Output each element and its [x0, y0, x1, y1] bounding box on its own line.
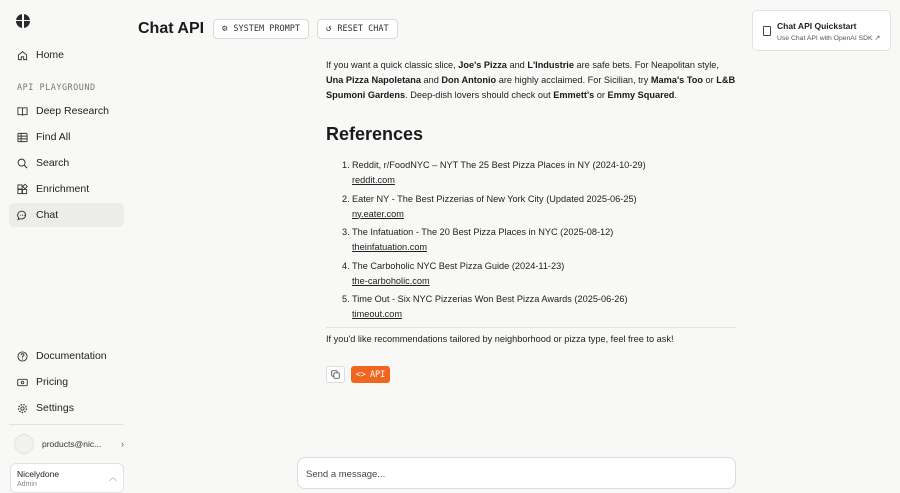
sidebar-item-label: Home — [36, 49, 65, 61]
logo-icon[interactable] — [16, 14, 30, 28]
quickstart-card[interactable] — [752, 10, 891, 51]
reference-item — [342, 225, 742, 259]
message-paragraph — [326, 58, 738, 102]
code-icon: <> — [355, 369, 366, 380]
text: and — [506, 60, 528, 70]
sidebar — [0, 0, 132, 488]
reference-title: Reddit, r/FoodNYC – NYT The 25 Best Pizza Places in NY (2024-10-29) — [352, 160, 646, 170]
message-input[interactable] — [306, 469, 727, 480]
reference-number: 5. — [342, 294, 350, 304]
assistant-message — [326, 58, 738, 102]
quickstart-title: Chat API Quickstart — [777, 21, 857, 31]
org-name: Nicelydone — [17, 469, 60, 479]
section-label: API PLAYGROUND — [17, 83, 96, 93]
message-divider — [326, 327, 736, 328]
sidebar-item-label: Deep Research — [36, 105, 109, 117]
reference-link[interactable]: timeout.com — [352, 309, 403, 319]
text: . Deep-dish lovers should check out — [405, 90, 554, 100]
text: and — [420, 75, 442, 85]
reference-number: 4. — [342, 260, 350, 271]
text: . — [674, 90, 677, 100]
user-menu[interactable] — [14, 433, 124, 455]
sidebar-item-settings[interactable] — [9, 396, 124, 420]
reset-icon: ↺ — [326, 24, 332, 34]
card-icon — [17, 377, 28, 388]
references-list — [342, 158, 742, 326]
reset-chat-button[interactable] — [317, 19, 398, 39]
sidebar-item-pricing[interactable] — [9, 370, 124, 394]
text: are safe bets. For Neapolitan style, — [573, 60, 719, 70]
sidebar-item-label: Find All — [36, 131, 71, 143]
sidebar-divider — [9, 424, 124, 425]
pizza-name: Una Pizza Napoletana — [326, 75, 421, 85]
copy-icon — [331, 366, 340, 384]
gear-icon: ⚙ — [222, 24, 228, 34]
reference-title: The Infatuation - The 20 Best Pizza Places in NYC (2025-08-12) — [352, 227, 614, 237]
reference-number: 1. — [342, 160, 350, 170]
reference-title: Time Out - Six NYC Pizzerias Won Best Pizza Awards (2025-06-26) — [352, 294, 628, 304]
search-icon — [17, 158, 28, 169]
text: If you want a quick classic slice, — [326, 60, 459, 70]
sidebar-item-search[interactable] — [9, 151, 124, 175]
closing-text: If you'd like recommendations tailored by neighborhood or pizza type, feel free to ask! — [326, 334, 674, 344]
home-icon — [17, 50, 28, 61]
reference-link[interactable]: theinfatuation.com — [352, 242, 428, 252]
sidebar-item-chat[interactable] — [9, 203, 124, 227]
sidebar-item-label: Documentation — [36, 350, 107, 362]
document-icon — [763, 26, 771, 36]
user-email: products@nic... — [42, 439, 102, 449]
book-icon — [17, 106, 28, 117]
external-link-icon: ↗ — [874, 35, 881, 42]
table-icon — [17, 132, 28, 143]
pizza-name: Joe's Pizza — [458, 60, 507, 70]
reference-item — [342, 292, 742, 326]
gear-icon — [17, 403, 28, 414]
sidebar-item-enrichment[interactable] — [9, 177, 124, 201]
sidebar-item-label: Search — [36, 157, 70, 169]
sidebar-item-deep-research[interactable] — [9, 99, 124, 123]
reference-title: Eater NY - The Best Pizzerias of New York City (Updated 2025-06-25) — [352, 193, 637, 204]
sidebar-item-label: Chat — [36, 209, 59, 221]
avatar — [14, 434, 34, 454]
page-title: Chat API — [138, 20, 205, 37]
reference-link[interactable]: reddit.com — [352, 175, 395, 185]
reference-number: 2. — [342, 193, 350, 204]
system-prompt-button[interactable] — [213, 19, 309, 39]
reference-number: 3. — [342, 227, 350, 237]
help-icon — [17, 351, 28, 362]
message-composer — [297, 457, 736, 489]
api-label: API — [369, 369, 386, 380]
pizza-name: Emmett's — [553, 90, 595, 100]
sidebar-item-home[interactable] — [9, 43, 124, 67]
sidebar-item-find-all[interactable] — [9, 125, 124, 149]
blocks-icon — [17, 184, 28, 195]
sidebar-item-documentation[interactable] — [9, 344, 124, 368]
pizza-name: Mama's Too — [650, 75, 703, 85]
pizza-name: Don Antonio — [441, 75, 497, 85]
copy-button[interactable] — [326, 366, 345, 383]
reset-chat-label: RESET CHAT — [337, 24, 389, 34]
chevron-up-icon: ︿ — [109, 473, 117, 482]
api-button[interactable] — [351, 366, 390, 383]
chevron-right-icon: › — [121, 439, 124, 449]
reference-link[interactable]: the-carboholic.com — [352, 275, 430, 286]
sidebar-item-label: Pricing — [36, 376, 69, 388]
text: or — [702, 75, 717, 85]
reference-title: The Carboholic NYC Best Pizza Guide (2024-11-23) — [352, 260, 565, 271]
chat-icon — [17, 210, 28, 221]
system-prompt-label: SYSTEM PROMPT — [233, 24, 300, 34]
reference-item — [342, 259, 742, 293]
sidebar-item-label: Enrichment — [36, 183, 90, 195]
pizza-name: L&B Spumoni Gardens — [326, 75, 736, 100]
reference-link[interactable]: ny.eater.com — [352, 208, 404, 219]
references-heading: References — [326, 124, 424, 144]
quickstart-subtitle: Use Chat API with OpenAI SDK — [777, 35, 873, 42]
org-role: Admin — [17, 481, 37, 488]
text: are highly acclaimed. For Sicilian, try — [496, 75, 651, 85]
reference-item — [342, 192, 742, 226]
text: or — [594, 90, 608, 100]
pizza-name: Emmy Squared — [607, 90, 675, 100]
quickstart-link[interactable] — [777, 34, 880, 42]
pizza-name: L'Industrie — [527, 60, 574, 70]
sidebar-item-label: Settings — [36, 402, 74, 414]
reference-item — [342, 158, 742, 192]
org-switcher[interactable] — [10, 463, 124, 493]
